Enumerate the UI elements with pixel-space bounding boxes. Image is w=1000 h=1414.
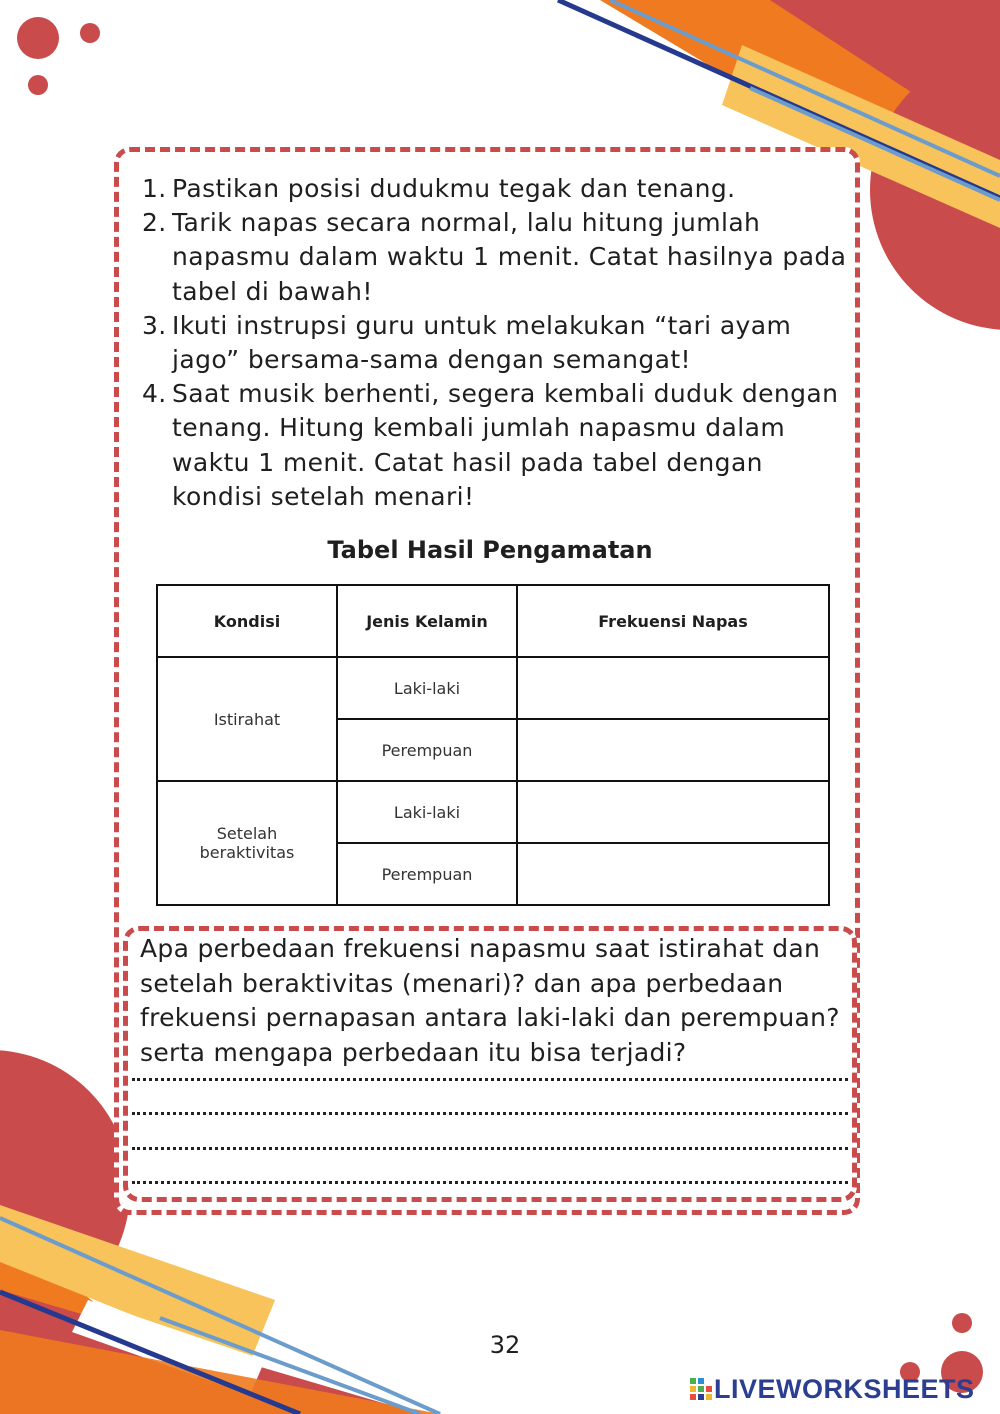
answer-line[interactable] (132, 1112, 848, 1115)
instruction-step: 2. Tarik napas secara normal, lalu hitung jumlah napasmu dalam waktu 1 menit. Catat hasilnya pada tabel di bawah! (142, 208, 847, 306)
answer-line[interactable] (132, 1078, 848, 1081)
gender-cell: Perempuan (337, 843, 517, 905)
decor-dot (17, 17, 59, 59)
liveworksheets-logo-icon (690, 1376, 712, 1402)
brand-name: LIVEWORKSHEETS (714, 1373, 975, 1404)
frequency-answer-cell[interactable] (517, 657, 829, 719)
table-header-row (157, 585, 829, 657)
table-row (157, 781, 829, 843)
decor-dot (952, 1313, 972, 1333)
instruction-step: 1. Pastikan posisi dudukmu tegak dan tenang. (142, 174, 736, 203)
frequency-answer-cell[interactable] (517, 781, 829, 843)
decor-dot (80, 23, 100, 43)
instruction-step: 4. Saat musik berhenti, segera kembali duduk dengan tenang. Hitung kembali jumlah napasmu dalam waktu 1 menit. Catat hasil pada tabel dengan kondisi setelah menari! (142, 379, 839, 511)
header-jenis-kelamin: Jenis Kelamin (337, 585, 517, 657)
liveworksheets-brand[interactable] (690, 1372, 975, 1406)
gender-cell: Laki-laki (337, 657, 517, 719)
frequency-answer-cell[interactable] (517, 719, 829, 781)
frequency-answer-cell[interactable] (517, 843, 829, 905)
table-row (157, 657, 829, 719)
header-frekuensi-napas: Frekuensi Napas (517, 585, 829, 657)
header-kondisi: Kondisi (157, 585, 337, 657)
kondisi-cell: Setelah beraktivitas (157, 781, 337, 905)
answer-line[interactable] (132, 1181, 848, 1184)
question-text: Apa perbedaan frekuensi napasmu saat istirahat dan setelah beraktivitas (menari)? dan apa perbedaan frekuensi pernapasan antara laki-laki dan perempuan? serta mengapa perbedaan itu bisa terjadi? (140, 934, 840, 1067)
page-number: 32 (489, 1331, 521, 1359)
instruction-list (142, 172, 852, 514)
kondisi-cell: Istirahat (157, 657, 337, 781)
gender-cell: Laki-laki (337, 781, 517, 843)
decor-dot (28, 75, 48, 95)
table-title: Tabel Hasil Pengamatan (327, 536, 653, 564)
answer-line[interactable] (132, 1147, 848, 1150)
instruction-step: 3. Ikuti instrupsi guru untuk melakukan “tari ayam jago” bersama-sama dengan semangat! (142, 310, 792, 375)
observation-table (156, 584, 830, 906)
gender-cell: Perempuan (337, 719, 517, 781)
